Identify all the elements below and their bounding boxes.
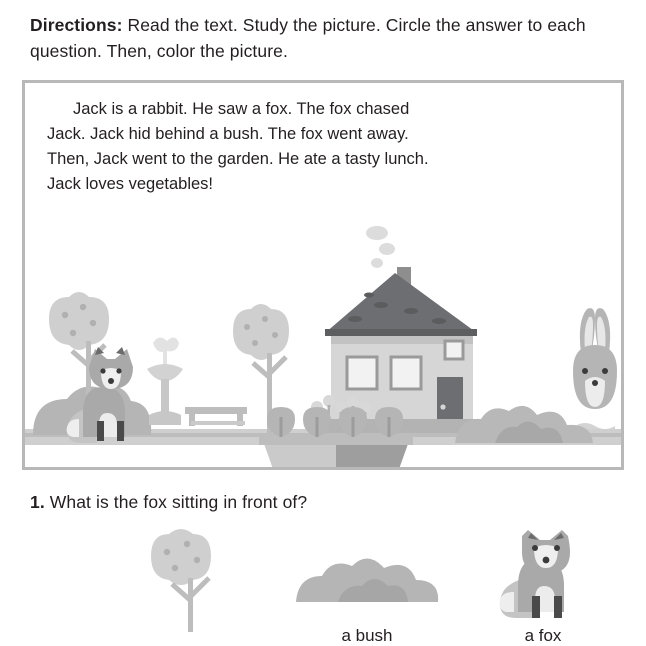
passage-line-1: Jack is a rabbit. He saw a fox. The fox chased: [73, 100, 410, 118]
bench-icon: [185, 407, 247, 426]
answer-choices: [22, 528, 624, 646]
directions-text: Read the text. Study the picture. Circle the answer to each question. Then, color the picture.: [30, 15, 586, 61]
passage-line-4: Jack loves vegetables!: [47, 175, 214, 193]
question-1: [30, 492, 307, 513]
chimney-smoke-icon: [366, 226, 395, 268]
passage-block: [47, 97, 592, 197]
choice-a[interactable]: [108, 528, 278, 646]
passage-line-3: Then, Jack went to the garden. He ate a tasty lunch.: [47, 150, 429, 168]
directions-label: Directions:: [30, 15, 123, 35]
choice-c[interactable]: [458, 528, 628, 646]
illustration-scene: [25, 211, 621, 467]
rabbit-icon: [573, 308, 617, 409]
bush-icon: [292, 528, 442, 606]
tree-icon: [133, 528, 253, 632]
question-number: 1.: [30, 492, 45, 512]
fox-icon: [488, 528, 598, 632]
choice-c-label: a fox: [524, 626, 562, 645]
passage-line-2: Jack. Jack hid behind a bush. The fox went away.: [47, 125, 409, 143]
bird-bath-icon: [147, 337, 183, 425]
choice-b[interactable]: [282, 528, 452, 646]
directions-block: [30, 12, 626, 64]
picture-frame: [22, 80, 624, 470]
question-text: What is the fox sitting in front of?: [44, 492, 308, 512]
bushes-icon: [455, 406, 593, 443]
choice-b-label: a bush: [341, 626, 393, 645]
